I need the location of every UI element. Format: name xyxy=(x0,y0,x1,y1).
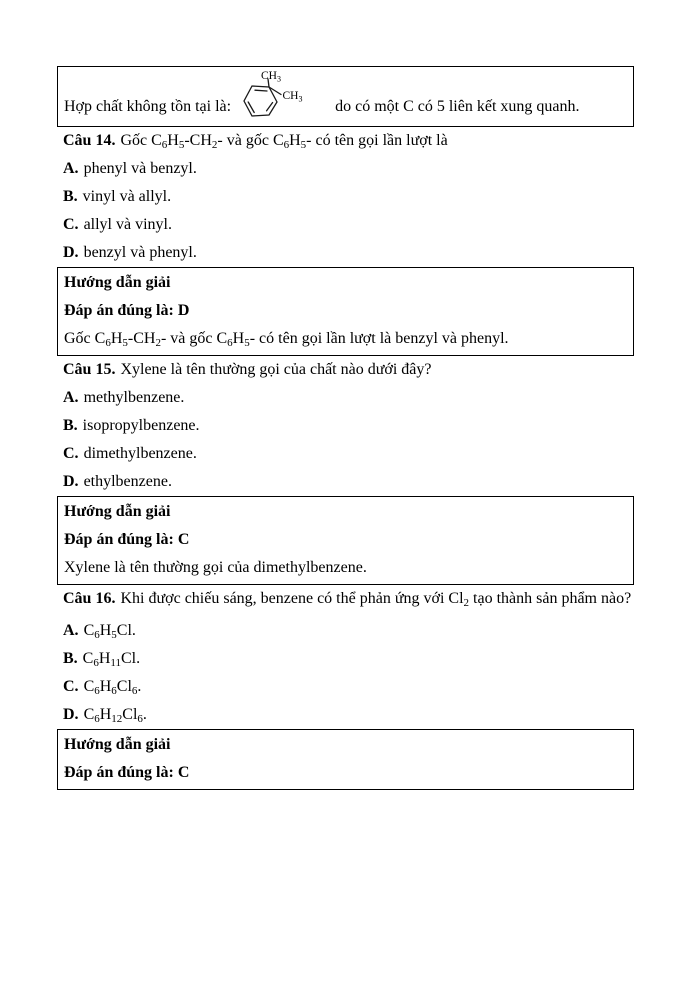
question-15-option-c xyxy=(57,440,634,468)
option-b-text: $C_6H_{11}Cl$. xyxy=(82,650,141,669)
question-16-label: Câu 16. xyxy=(63,590,116,607)
option-c-text: allyl và vinyl. xyxy=(83,216,172,233)
option-b-text: isopropylbenzene. xyxy=(82,417,200,434)
compound-statement-box xyxy=(57,66,634,127)
question-14-option-c xyxy=(57,211,634,239)
question-15-option-b xyxy=(57,412,634,440)
solution-explanation: Xylene là tên thường gọi của dimethylbenzene. xyxy=(64,559,367,576)
solution-heading: Hướng dẫn giải xyxy=(64,736,171,753)
correct-answer: Đáp án đúng là: C xyxy=(64,764,190,781)
option-letter-c: C. xyxy=(63,216,79,233)
question-16-solution-box xyxy=(57,729,634,790)
option-letter-b: B. xyxy=(63,650,78,667)
question-16-option-b xyxy=(57,645,634,673)
question-14-prompt xyxy=(57,127,634,155)
option-letter-d: D. xyxy=(63,706,79,723)
top-methyl-label: $CH_3$ xyxy=(261,71,282,84)
correct-answer: Đáp án đúng là: C xyxy=(64,531,190,548)
solution-heading: Hướng dẫn giải xyxy=(64,274,171,291)
benzene-dimethyl-structure xyxy=(239,71,319,123)
option-letter-d: D. xyxy=(63,473,79,490)
option-a-text: $C_6H_5Cl$. xyxy=(83,622,136,641)
option-c-text: dimethylbenzene. xyxy=(83,445,197,462)
option-b-text: vinyl và allyl. xyxy=(82,188,172,205)
question-14-label: Câu 14. xyxy=(63,132,116,149)
question-15-prompt xyxy=(57,356,634,384)
question-16-prompt xyxy=(57,585,634,617)
solution-explanation: Gốc $C_6H_5-CH_2-$ và gốc $C_6H_5-$ có tên gọi lần lượt là benzyl và phenyl. xyxy=(64,330,509,349)
statement-text-before: Hợp chất không tồn tại là: xyxy=(64,98,232,115)
option-c-text: $C_6H_6Cl_6$. xyxy=(83,678,142,697)
solution-heading: Hướng dẫn giải xyxy=(64,503,171,520)
question-15-option-d xyxy=(57,468,634,496)
question-16-option-c xyxy=(57,673,634,701)
document-content xyxy=(57,0,634,790)
option-d-text: ethylbenzene. xyxy=(83,473,172,490)
option-letter-c: C. xyxy=(63,445,79,462)
question-14-option-a xyxy=(57,155,634,183)
question-14-option-d xyxy=(57,239,634,267)
option-letter-a: A. xyxy=(63,622,79,639)
question-16-option-a xyxy=(57,617,634,645)
right-methyl-label: $CH_3$ xyxy=(282,90,303,104)
question-15-label: Câu 15. xyxy=(63,361,116,378)
question-15-text: Xylene là tên thường gọi của chất nào dưới đây? xyxy=(120,361,432,378)
correct-answer: Đáp án đúng là: D xyxy=(64,302,190,319)
double-bond-top xyxy=(255,90,267,91)
option-letter-c: C. xyxy=(63,678,79,695)
option-a-text: phenyl và benzyl. xyxy=(83,160,197,177)
option-letter-a: A. xyxy=(63,389,79,406)
option-letter-b: B. xyxy=(63,417,78,434)
question-14-option-b xyxy=(57,183,634,211)
option-d-text: $C_6H_{12}Cl_6$. xyxy=(83,706,147,725)
option-d-text: benzyl và phenyl. xyxy=(83,244,197,261)
option-letter-a: A. xyxy=(63,160,79,177)
option-letter-b: B. xyxy=(63,188,78,205)
option-letter-d: D. xyxy=(63,244,79,261)
question-16-option-d xyxy=(57,701,634,729)
question-14-solution-box xyxy=(57,267,634,356)
option-a-text: methylbenzene. xyxy=(83,389,185,406)
question-15-solution-box xyxy=(57,496,634,585)
statement-text-after: do có một C có 5 liên kết xung quanh. xyxy=(335,98,580,115)
question-16-text: Khi được chiếu sáng, benzene có thể phản ứng với $Cl_2$ tạo thành sản phẩm nào? xyxy=(120,590,632,609)
question-14-text: Gốc $C_6H_5-CH_2-$ và gốc $C_6H_5-$ có tên gọi lần lượt là xyxy=(120,132,448,151)
question-15-option-a xyxy=(57,384,634,412)
